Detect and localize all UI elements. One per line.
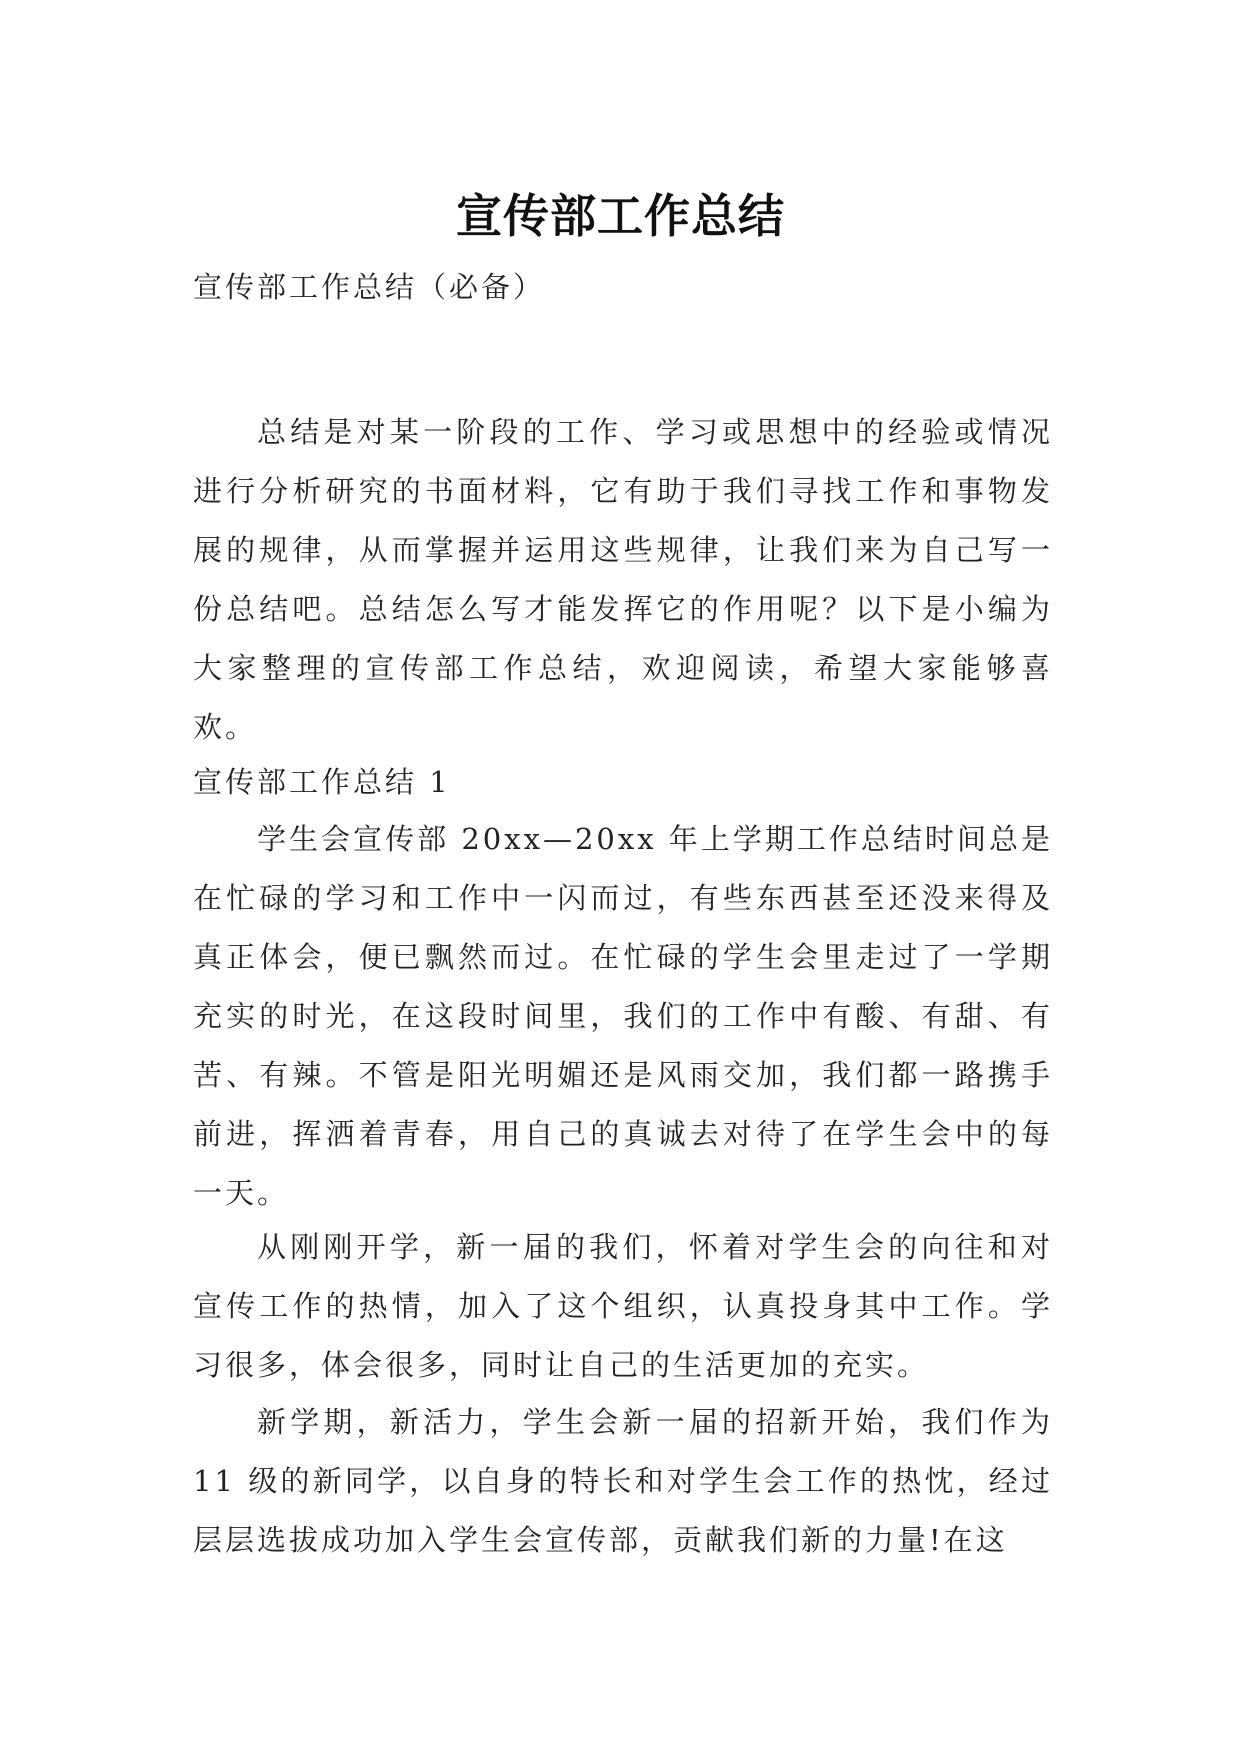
section-heading: 宣传部工作总结 1 <box>193 765 451 799</box>
intro-paragraph: 总结是对某一阶段的工作、学习或思想中的经验或情况进行分析研究的书面材料，它有助于我们寻找工作和事物发展的规律，从而掌握并运用这些规律，让我们来为自己写一份总结吧。总结怎么写才能发挥它的作用呢？以下是小编为大家整理的宣传部工作总结，欢迎阅读，希望大家能够喜欢。 <box>193 415 1053 744</box>
document-subtitle: 宣传部工作总结（必备） <box>193 270 546 304</box>
document-title: 宣传部工作总结 <box>456 188 785 243</box>
body-paragraph-1: 学生会宣传部 20xx—20xx 年上学期工作总结时间总是在忙碌的学习和工作中一闪而过，有些东西甚至还没来得及真正体会，便已飘然而过。在忙碌的学生会里走过了一学期充实的时光，在这段时间里，我们的工作中有酸、有甜、有苦、有辣。不管是阳光明媚还是风雨交加，我们都一路携手前进，挥洒着青春，用自己的真诚去对待了在学生会中的每一天。 <box>193 822 1053 1210</box>
body-paragraph-2: 从刚刚开学，新一届的我们，怀着对学生会的向往和对宣传工作的热情，加入了这个组织，认真投身其中工作。学习很多，体会很多，同时让自己的生活更加的充实。 <box>193 1230 1053 1382</box>
body-paragraph-3: 新学期，新活力，学生会新一届的招新开始，我们作为 11 级的新同学，以自身的特长和对学生会工作的热忱，经过层层选拔成功加入学生会宣传部，贡献我们新的力量!在这 <box>193 1405 1053 1557</box>
